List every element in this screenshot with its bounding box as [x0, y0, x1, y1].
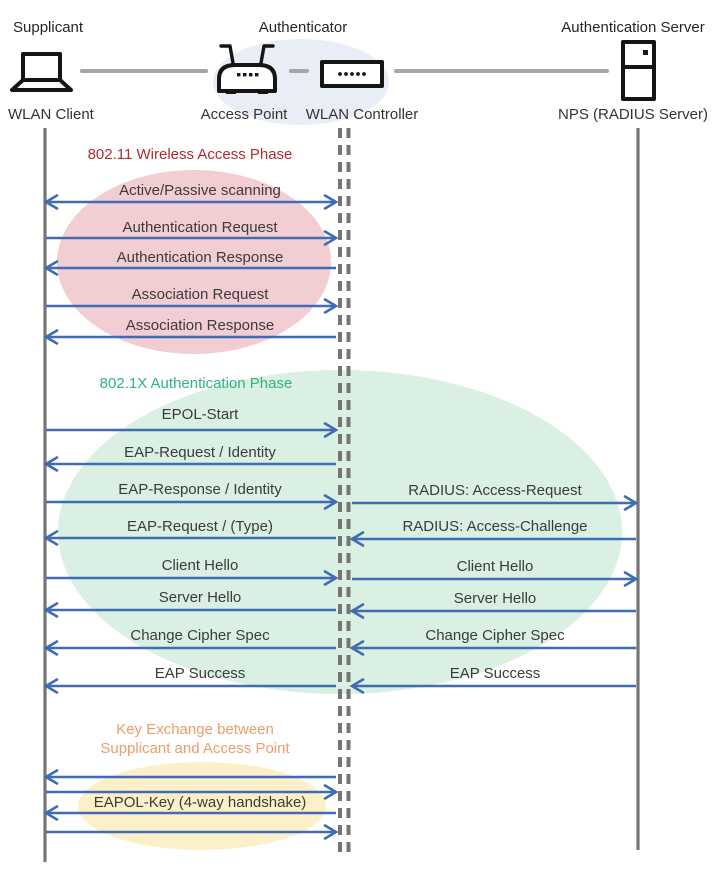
msg-client-hello-right: Client Hello	[456, 558, 534, 575]
wlan-controller-icon	[322, 62, 382, 86]
role-authentication-server: Authentication Server	[561, 19, 705, 36]
laptop-icon	[12, 54, 71, 90]
node-wlan-client: WLAN Client	[8, 106, 94, 123]
msg-eap-success-right: EAP Success	[449, 665, 541, 682]
server-icon	[623, 42, 654, 99]
node-wlan-controller: WLAN Controller	[305, 106, 419, 123]
msg-server-hello-left: Server Hello	[158, 589, 242, 606]
msg-association-response: Association Response	[125, 317, 275, 334]
msg-authentication-request: Authentication Request	[122, 219, 278, 236]
msg-change-cipher-spec-right: Change Cipher Spec	[425, 627, 565, 644]
node-nps-radius-server: NPS (RADIUS Server)	[557, 106, 709, 123]
msg-epol-start: EPOL-Start	[161, 406, 239, 423]
msg-authentication-response: Authentication Response	[116, 249, 284, 266]
role-supplicant: Supplicant	[13, 19, 84, 36]
node-access-point: Access Point	[200, 106, 288, 123]
phase3-title-line1: Key Exchange between	[116, 721, 274, 738]
phase3-title-line2: Supplicant and Access Point	[100, 740, 290, 757]
phase1-title: 802.11 Wireless Access Phase	[87, 146, 293, 163]
msg-radius-access-challenge: RADIUS: Access-Challenge	[402, 518, 588, 535]
role-authenticator: Authenticator	[258, 19, 348, 36]
msg-eapol-key: EAPOL-Key (4-way handshake)	[93, 794, 307, 811]
msg-active-passive-scanning: Active/Passive scanning	[119, 182, 281, 199]
msg-association-request: Association Request	[131, 286, 269, 303]
msg-eap-response-identity: EAP-Response / Identity	[118, 481, 282, 498]
msg-eap-success-left: EAP Success	[154, 665, 246, 682]
msg-eap-request-type: EAP-Request / (Type)	[127, 518, 273, 535]
phase3-title	[65, 720, 325, 758]
msg-client-hello-left: Client Hello	[161, 557, 239, 574]
msg-eap-request-identity: EAP-Request / Identity	[124, 444, 276, 461]
msg-radius-access-request: RADIUS: Access-Request	[408, 482, 582, 499]
msg-server-hello-right: Server Hello	[453, 590, 537, 607]
msg-change-cipher-spec-left: Change Cipher Spec	[130, 627, 270, 644]
phase2-title: 802.1X Authentication Phase	[99, 375, 293, 392]
